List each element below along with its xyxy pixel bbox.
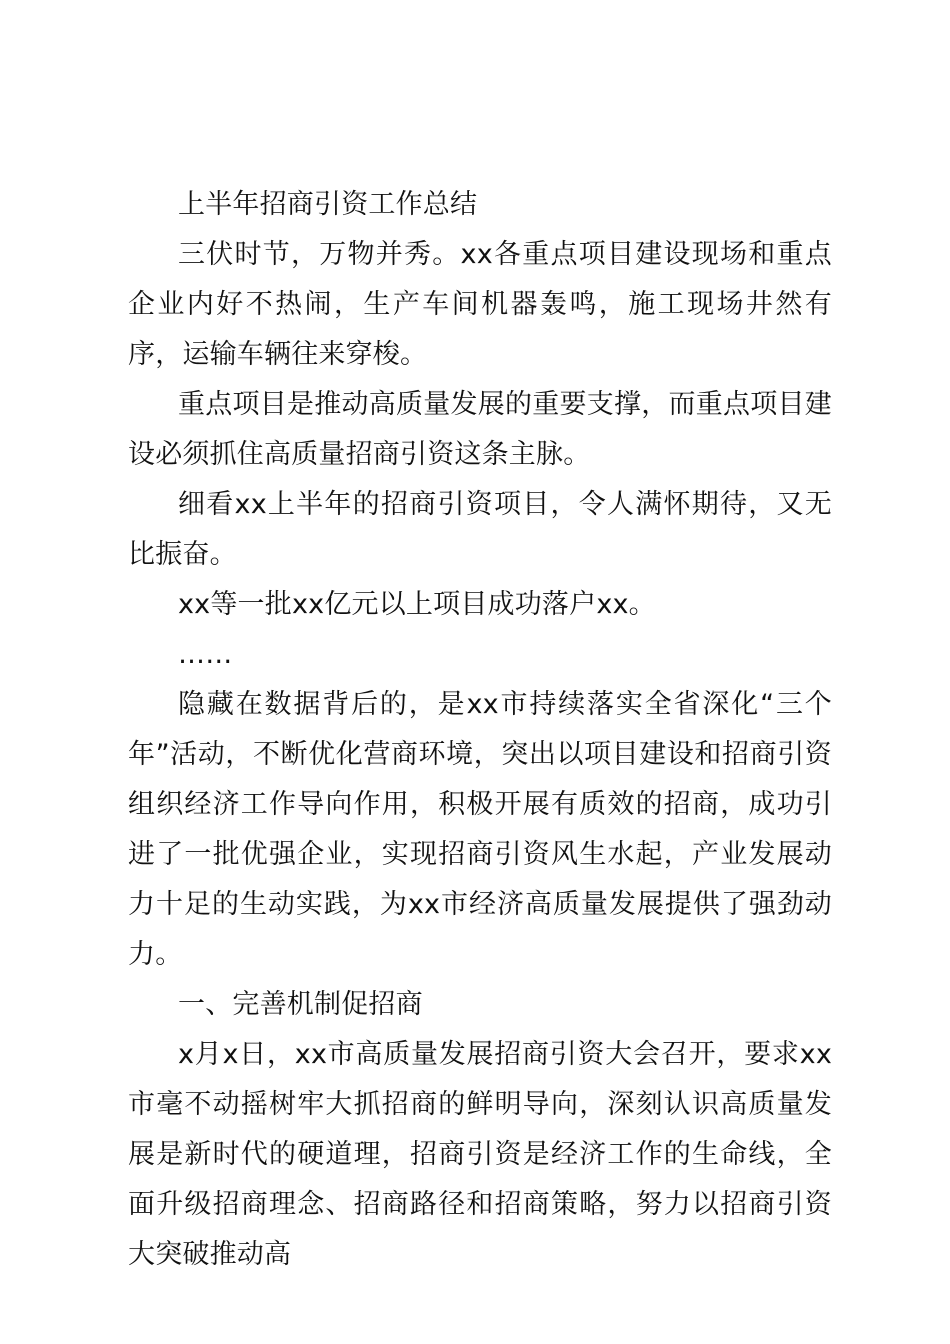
paragraph-projects-landed: xx等一批xx亿元以上项目成功落户xx。: [178, 589, 656, 620]
document-page: [128, 180, 832, 1280]
paragraph-key-projects: 重点项目是推动高质量发展的重要支撑，而重点项目建设必须抓住高质量招商引资这条主脉。: [128, 389, 832, 470]
paragraph-conference: x月x日，xx市高质量发展招商引资大会召开，要求xx市毫不动摇树牢大抓招商的鲜明导向，深刻认识高质量发展是新时代的硬道理，招商引资是经济工作的生命线，全面升级招商理念、招商路径和招商策略，努力以招商引资大突破推动高: [128, 1039, 832, 1270]
document-title: 上半年招商引资工作总结: [178, 189, 478, 220]
paragraph-first-half-review: 细看xx上半年的招商引资项目，令人满怀期待，又无比振奋。: [128, 489, 832, 570]
paragraph-intro: 三伏时节，万物并秀。xx各重点项目建设现场和重点企业内好不热闹，生产车间机器轰鸣，施工现场井然有序，运输车辆往来穿梭。: [128, 239, 832, 370]
paragraph-ellipsis: ……: [178, 639, 233, 670]
section-heading-1: 一、完善机制促招商: [178, 989, 423, 1020]
paragraph-behind-data: 隐藏在数据背后的，是xx市持续落实全省深化“三个年”活动，不断优化营商环境，突出以项目建设和招商引资组织经济工作导向作用，积极开展有质效的招商，成功引进了一批优强企业，实现招商引资风生水起，产业发展动力十足的生动实践，为xx市经济高质量发展提供了强劲动力。: [128, 689, 832, 970]
